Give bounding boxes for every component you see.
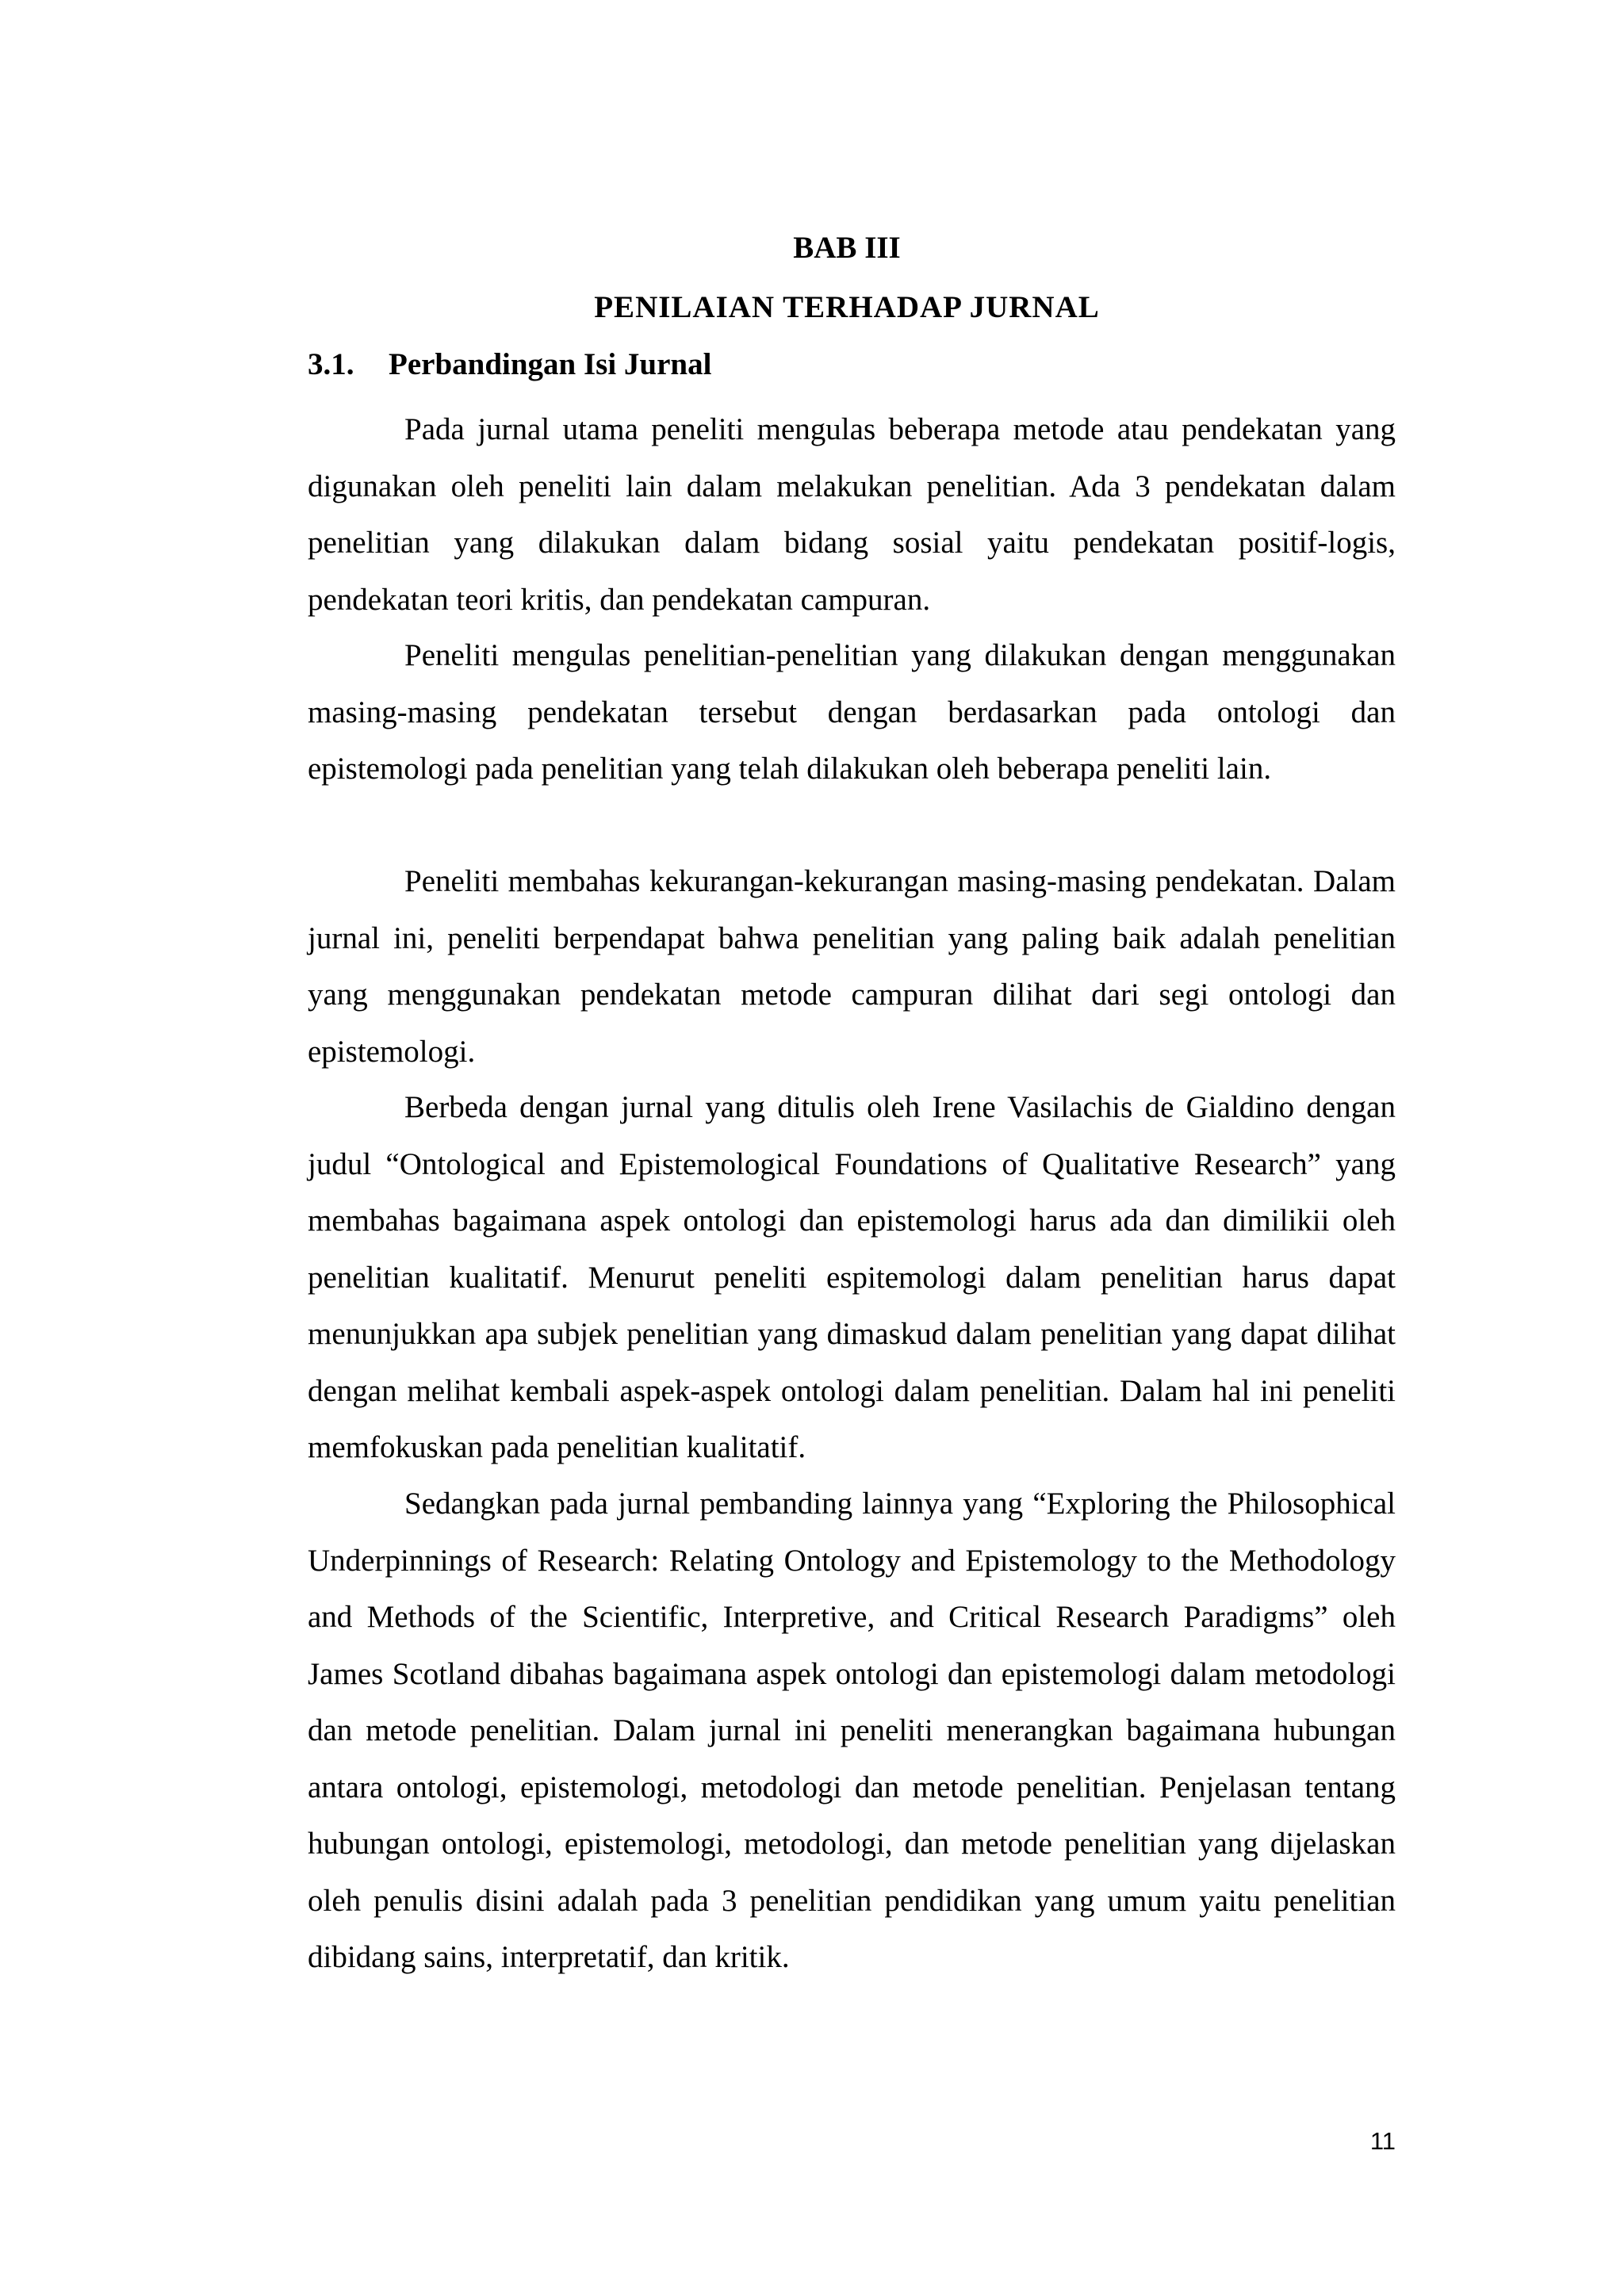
paragraph-1: Pada jurnal utama peneliti mengulas beberapa metode atau pendekatan yang digunakan oleh peneliti lain dalam melakukan penelitian. Ada 3 pendekatan dalam penelitian yang dilakukan dalam bidang sosial yaitu pendekatan positif-logis, pendekatan teori kritis, dan pendekatan campuran. bbox=[308, 412, 1396, 617]
body-text-4 bbox=[308, 1079, 1396, 1476]
body-text bbox=[308, 401, 1396, 628]
page-number: 11 bbox=[1369, 2127, 1396, 2155]
section-heading bbox=[308, 346, 711, 384]
paragraph-2: Peneliti mengulas penelitian-penelitian yang dilakukan dengan menggunakan masing-masing pendekatan tersebut dengan berdasarkan pada ontologi dan epistemologi pada penelitian yang telah dilakukan oleh beberapa peneliti lain. bbox=[308, 638, 1396, 786]
body-text-5 bbox=[308, 1475, 1396, 1986]
body-text-2 bbox=[308, 627, 1396, 798]
paragraph-4: Berbeda dengan jurnal yang ditulis oleh Irene Vasilachis de Gialdino dengan judul “Ontological and Epistemological Foundations of Qualitative Research” yang membahas bagaimana aspek ontologi dan epistemologi harus ada dan dimilikii oleh penelitian kualitatif. Menurut peneliti espitemologi dalam penelitian harus dapat menunjukkan apa subjek penelitian yang dimaskud dalam penelitian yang dapat dilihat dengan melihat kembali aspek-aspek ontologi dalam penelitian. Dalam hal ini peneliti memfokuskan pada penelitian kualitatif. bbox=[308, 1090, 1396, 1464]
section-title: Perbandingan Isi Jurnal bbox=[389, 347, 712, 381]
section-number: 3.1. bbox=[308, 347, 354, 381]
chapter-number: BAB III bbox=[793, 231, 901, 265]
chapter-title: PENILAIAN TERHADAP JURNAL bbox=[594, 290, 1100, 324]
paragraph-5: Sedangkan pada jurnal pembanding lainnya yang “Exploring the Philosophical Underpinnings of Research: Relating Ontology and Epistemology to the Methodology and Methods of the Scientific, Interpretive, and Critical Research Paradigms” oleh James Scotland dibahas bagaimana aspek ontologi dan epistemologi dalam metodologi dan metode penelitian. Dalam jurnal ini peneliti menerangkan bagaimana hubungan antara ontologi, epistemologi, metodologi dan metode penelitian. Penjelasan tentang hubungan ontologi, epistemologi, metodologi, dan metode penelitian yang dijelaskan oleh penulis disini adalah pada 3 penelitian pendidikan yang umum yaitu penelitian dibidang sains, interpretatif, dan kritik. bbox=[308, 1487, 1396, 1974]
paragraph-3: Peneliti membahas kekurangan-kekurangan masing-masing pendekatan. Dalam jurnal ini, peneliti berpendapat bahwa penelitian yang paling baik adalah penelitian yang menggunakan pendekatan metode campuran dilihat dari segi ontologi dan epistemologi. bbox=[308, 864, 1396, 1069]
body-text-3 bbox=[308, 853, 1396, 1080]
